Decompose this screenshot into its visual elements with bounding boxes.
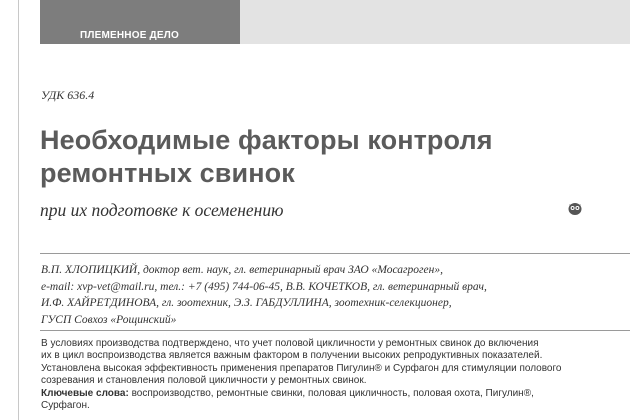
abstract: [41, 338, 561, 412]
author-line: e-mail: xvp-vet@mail.ru, тел.: +7 (495) 744-06-45, В.В. КОЧЕТКОВ, гл. ветеринарный врач,: [41, 280, 487, 293]
author-line: ГУСП Совхоз «Рощинский»: [41, 313, 177, 326]
authors-block: [41, 262, 487, 328]
owl-icon: [567, 200, 583, 216]
udc-code: УДК 636.4: [41, 88, 95, 102]
abstract-line: Установлена высокая эффективность применения препаратов Пигулин® и Сурфагон для стимуляции полового: [41, 362, 562, 374]
author-line: В.П. ХЛОПИЦКИЙ, доктор вет. наук, гл. ветеринарный врач ЗАО «Мосагроген»,: [41, 264, 443, 276]
keywords-label: Ключевые слова:: [41, 387, 129, 399]
article-subtitle: при их подготовке к осеменению: [40, 200, 284, 220]
title-line: Необходимые факторы контроля: [40, 125, 493, 155]
section-tab: [40, 0, 240, 44]
keywords-line-2: Сурфагон.: [41, 400, 90, 412]
abstract-line: их в цикл воспроизводства является важным фактором в получении высоких репродуктивных показателей.: [41, 350, 543, 362]
abstract-line: созревания и становления половой цикличности у ремонтных свинок.: [41, 375, 367, 387]
divider-top: [40, 253, 630, 254]
title-line: ремонтных свинок: [40, 158, 295, 188]
section-label: ПЛЕМЕННОЕ ДЕЛО: [80, 30, 179, 41]
author-line: И.Ф. ХАЙРЕТДИНОВА, гл. зоотехник, Э.З. ГАБДУЛЛИНА, зоотехник-селекционер,: [41, 297, 452, 309]
keywords-text: воспроизводство, ремонтные свинки, половая цикличность, половая охота, Пигулин®,: [128, 387, 534, 399]
keywords-line: [41, 388, 561, 400]
article-title: [40, 124, 493, 190]
divider-bottom: [40, 330, 630, 331]
page-margin-rule: [18, 0, 19, 420]
abstract-line: В условиях производства подтверждено, что учет половой цикличности у ремонтных свинок до включения: [41, 338, 539, 349]
